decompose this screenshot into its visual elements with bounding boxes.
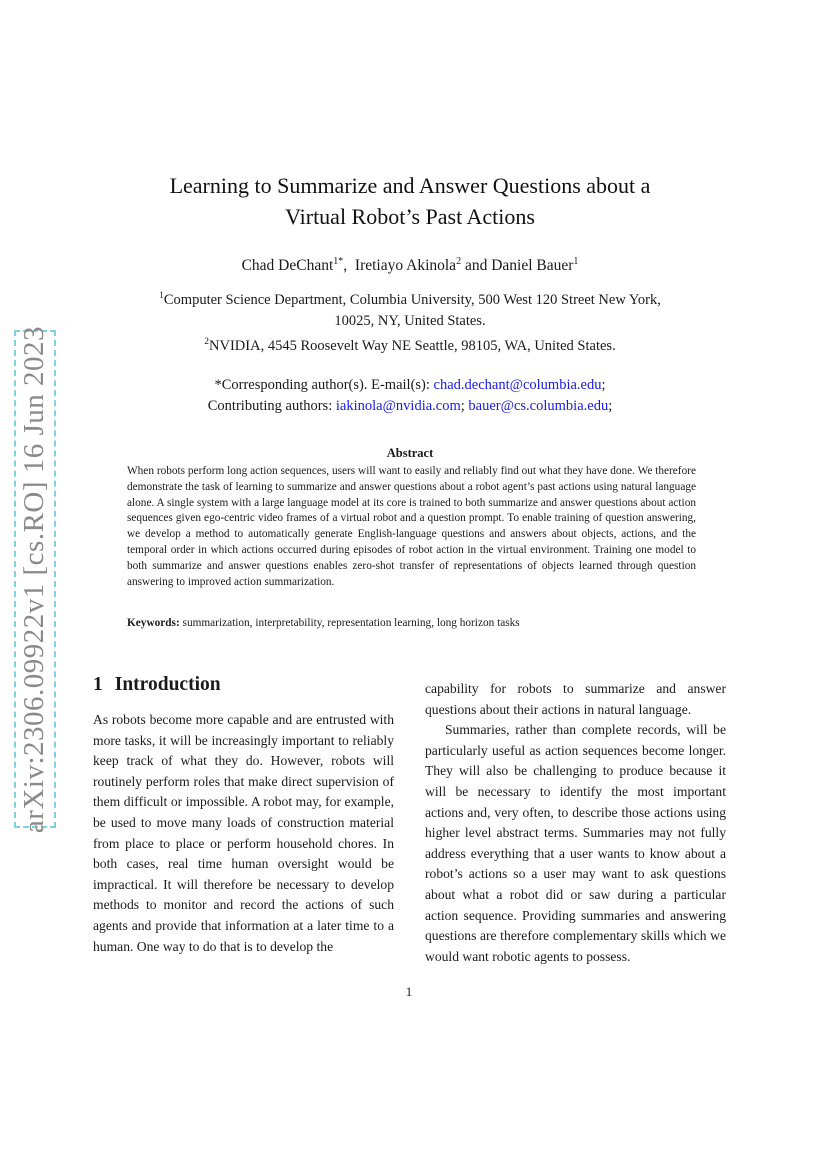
author-list (110, 256, 710, 275)
affiliation-1-line-1: Computer Science Department, Columbia University, 500 West 120 Street New York, (163, 291, 661, 308)
affiliation-1 (100, 286, 720, 311)
correspondence (100, 375, 720, 417)
keywords (127, 617, 707, 629)
keywords-text: summarization, interpretability, representation learning, long horizon tasks (179, 617, 520, 629)
affiliation-1-line-2: 10025, NY, United States. (334, 312, 486, 329)
intro-paragraph-2: Summaries, rather than complete records, will be particularly useful as action sequences become longer. They will also be challenging to produce because it will be necessary to identify the most important actions and, very often, to describe those actions using higher level abstract terms. Summaries may not fully address everything that a user wants to know about a robot’s actions so a user may want to ask questions about what a robot did or saw during a particular action sequence. Providing summaries and answering questions are therefore complementary skills which we would want robotic agents to possess. (425, 722, 726, 964)
paper-title (110, 170, 710, 232)
contributing-authors-line (100, 396, 720, 417)
corresponding-end: ; (601, 377, 606, 393)
contributing-email-link-2[interactable]: bauer@cs.columbia.edu (468, 398, 609, 414)
author-affiliation-sup: 1 (573, 256, 579, 267)
corresponding-email-link[interactable]: chad.dechant@columbia.edu (433, 377, 602, 393)
section-heading (93, 674, 221, 696)
contributing-email-link-1[interactable]: iakinola@nvidia.com (335, 398, 461, 414)
abstract-heading: Abstract (386, 446, 434, 460)
corresponding-label: *Corresponding author(s). E-mail(s): (214, 377, 434, 393)
author-name: Iretiayo Akinola (354, 257, 457, 275)
abstract-text: When robots perform long action sequences, users will want to easily and reliably find out what they have done. We therefore demonstrate the task of learning to summarize and answer questions about a robot agent’s past actions using natural language alone. A single system with a large language model at its core is trained to both summarize and answer questions about action sequences given ego-centric video frames of a virtual robot and a question prompt. To enable training of question answering, we develop a method to automatically generate English-language questions and answers about objects, actions, and the temporal order in which actions occurred during episodes of robot action in the virtual environment. Training one model to both summarize and answer questions enables zero-shot transfer of representations of objects learned through question answering to improved action summarization. (127, 465, 696, 588)
affiliation-2 (100, 332, 720, 357)
affiliation-1-sup: 1 (159, 291, 164, 301)
page-number: 1 (405, 984, 413, 999)
contributing-end: ; (608, 398, 613, 414)
contributing-separator: ; (460, 398, 469, 414)
contributing-label: Contributing authors: (207, 398, 336, 414)
author-separator: , (343, 257, 355, 275)
arxiv-stamp (14, 325, 56, 833)
affiliation-2-sup: 2 (204, 336, 210, 347)
section-number: 1 (93, 674, 103, 695)
right-column (425, 679, 726, 967)
intro-paragraph-1: As robots become more capable and are entrusted with more tasks, it will be increasingly important to reliably keep track of what they do. However, robots will routinely perform roles that make direct supervision of them difficult or impossible. A robot may, for example, be used to move many loads of construction material from place to place or perform household chores. In both cases, real time human oversight would be impractical. It will therefore be necessary to develop methods to monitor and record the actions of such agents and provide that information at a later time to a human. One way to do that is to develop the (93, 712, 394, 954)
author-affiliation-sup: 1* (333, 256, 344, 267)
author-name: Daniel Bauer (491, 257, 574, 275)
affiliations (100, 286, 720, 357)
title-line-2: Virtual Robot’s Past Actions (285, 204, 535, 229)
intro-paragraph-1-continued: capability for robots to summarize and answer questions about their actions in natural language. (425, 681, 726, 717)
author-separator: and (461, 257, 492, 275)
arxiv-identifier: arXiv:2306.09922v1 [cs.RO] 16 Jun 2023 (18, 325, 51, 833)
left-column (93, 710, 394, 957)
title-line-1: Learning to Summarize and Answer Questions about a (169, 173, 651, 198)
keywords-label: Keywords: (127, 617, 180, 629)
author-affiliation-sup: 2 (456, 256, 462, 267)
author-name: Chad DeChant (241, 257, 334, 275)
section-title: Introduction (114, 674, 221, 695)
affiliation-2-line-1: NVIDIA, 4545 Roosevelt Way NE Seattle, 98105, WA, United States. (209, 337, 616, 354)
corresponding-author-line (100, 375, 720, 396)
